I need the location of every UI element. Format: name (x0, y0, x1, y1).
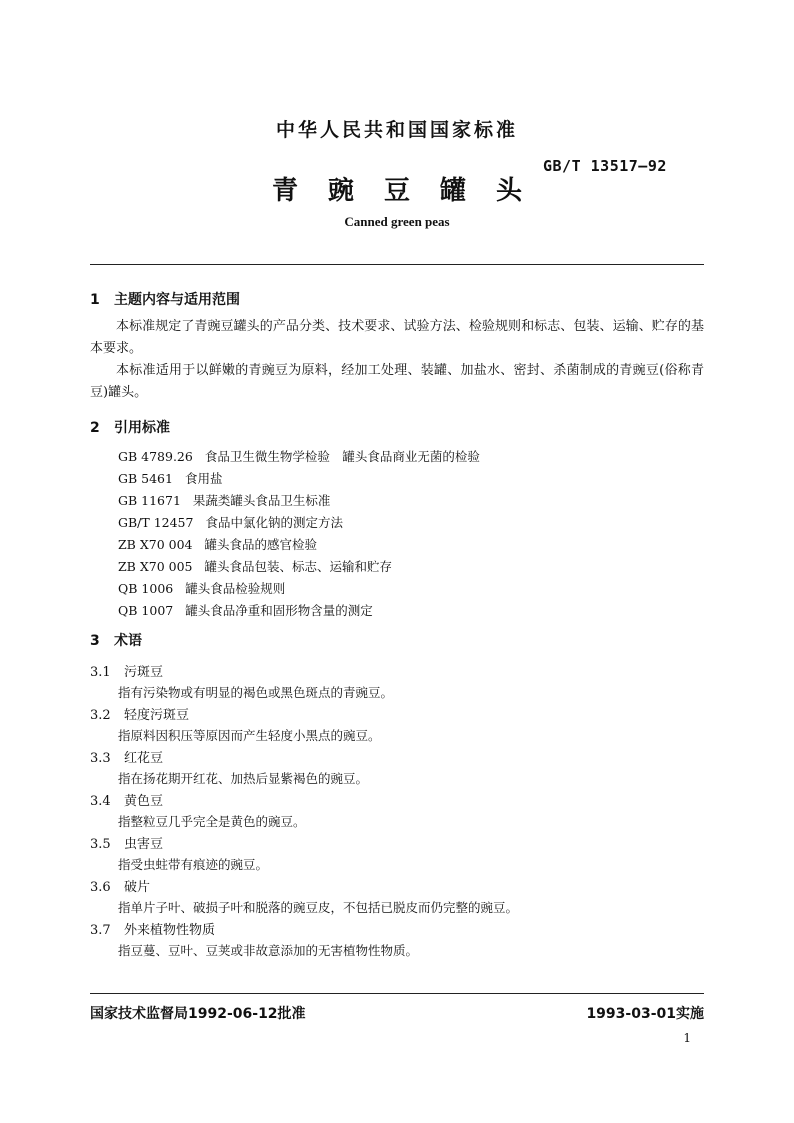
term-heading (90, 790, 163, 809)
term-number: 3.7 (90, 923, 111, 938)
term-definition: 指受虫蛀带有痕迹的豌豆。 (118, 857, 269, 872)
term-heading (90, 747, 163, 766)
term-name: 污斑豆 (124, 665, 164, 680)
reference-title: 罐头食品检验规则 (185, 581, 286, 596)
reference-title: 果蔬类罐头食品卫生标准 (192, 493, 331, 508)
reference-code: QB 1007 (118, 603, 174, 618)
section-2-heading (90, 417, 170, 437)
reference-code: GB 5461 (118, 471, 173, 486)
reference-title: 罐头食品包装、标志、运输和贮存 (204, 559, 392, 574)
term-heading (90, 919, 215, 938)
reference-title: 罐头食品净重和固形物含量的测定 (185, 603, 373, 618)
effective-date: 1993-03-01实施 (586, 1006, 704, 1022)
term-number: 3.1 (90, 665, 111, 680)
term-name: 轻度污斑豆 (124, 708, 190, 723)
term-definition: 指豆蔓、豆叶、豆荚或非故意添加的无害植物性物质。 (118, 943, 419, 958)
reference-item (118, 513, 343, 531)
reference-code: GB 4789.26 (118, 449, 193, 464)
term-heading (90, 876, 150, 895)
reference-item (118, 447, 480, 465)
reference-item (118, 601, 373, 619)
document-title-cn: 青豌豆罐头 (271, 176, 552, 206)
term-number: 3.5 (90, 837, 111, 852)
page-number: 1 (683, 1031, 691, 1045)
reference-code: GB/T 12457 (118, 515, 194, 530)
term-name: 破片 (124, 880, 151, 895)
document-title-en: Canned green peas (344, 214, 450, 229)
section-number: 1 (90, 292, 100, 308)
standard-number: GB/T 13517—92 (543, 157, 667, 175)
term-definition: 指单片子叶、破损子叶和脱落的豌豆皮，不包括已脱皮而仍完整的豌豆。 (118, 900, 519, 915)
section-3-heading (90, 630, 142, 650)
term-name: 外来植物性物质 (124, 923, 216, 938)
reference-item (118, 557, 392, 575)
section-1-heading (90, 289, 240, 309)
reference-item (118, 491, 330, 509)
term-definition: 指有污染物或有明显的褐色或黑色斑点的青豌豆。 (118, 685, 394, 700)
term-definition: 指原料因积压等原因而产生轻度小黑点的豌豆。 (118, 728, 381, 743)
term-heading (90, 661, 163, 680)
term-number: 3.6 (90, 880, 111, 895)
section-1-paragraph-1: 本标准规定了青豌豆罐头的产品分类、技术要求、试验方法、检验规则和标志、包装、运输、贮存的基本要求。 (90, 319, 704, 356)
approval-line: 国家技术监督局1992-06-12批准 (90, 1006, 306, 1022)
term-number: 3.2 (90, 708, 111, 723)
term-name: 黄色豆 (124, 794, 164, 809)
footer-divider (90, 993, 704, 994)
reference-code: ZB X70 004 (118, 537, 193, 552)
section-title: 引用标准 (114, 420, 170, 436)
reference-title: 食品中氯化钠的测定方法 (205, 515, 343, 530)
reference-code: QB 1006 (118, 581, 174, 596)
term-heading (90, 833, 163, 852)
reference-item (118, 469, 222, 487)
term-heading (90, 704, 189, 723)
section-title: 术语 (114, 633, 142, 649)
national-standard-title: 中华人民共和国国家标准 (275, 119, 518, 141)
section-number: 2 (90, 420, 100, 436)
section-title: 主题内容与适用范围 (114, 292, 240, 308)
header-divider (90, 264, 704, 265)
reference-title: 食品卫生微生物学检验 罐头食品商业无菌的检验 (204, 449, 480, 464)
reference-code: ZB X70 005 (118, 559, 193, 574)
section-1-paragraph-2: 本标准适用于以鲜嫩的青豌豆为原料，经加工处理、装罐、加盐水、密封、杀菌制成的青豌豆(俗称青豆)罐头。 (90, 363, 704, 400)
reference-title: 食用盐 (184, 471, 223, 486)
term-number: 3.4 (90, 794, 111, 809)
reference-item (118, 535, 317, 553)
term-name: 虫害豆 (124, 837, 164, 852)
reference-code: GB 11671 (118, 493, 181, 508)
term-definition: 指整粒豆几乎完全是黄色的豌豆。 (118, 814, 306, 829)
reference-item (118, 579, 285, 597)
term-number: 3.3 (90, 751, 111, 766)
term-name: 红花豆 (124, 751, 164, 766)
section-number: 3 (90, 633, 100, 649)
term-definition: 指在扬花期开红花、加热后显紫褐色的豌豆。 (118, 771, 369, 786)
reference-title: 罐头食品的感官检验 (204, 537, 317, 552)
